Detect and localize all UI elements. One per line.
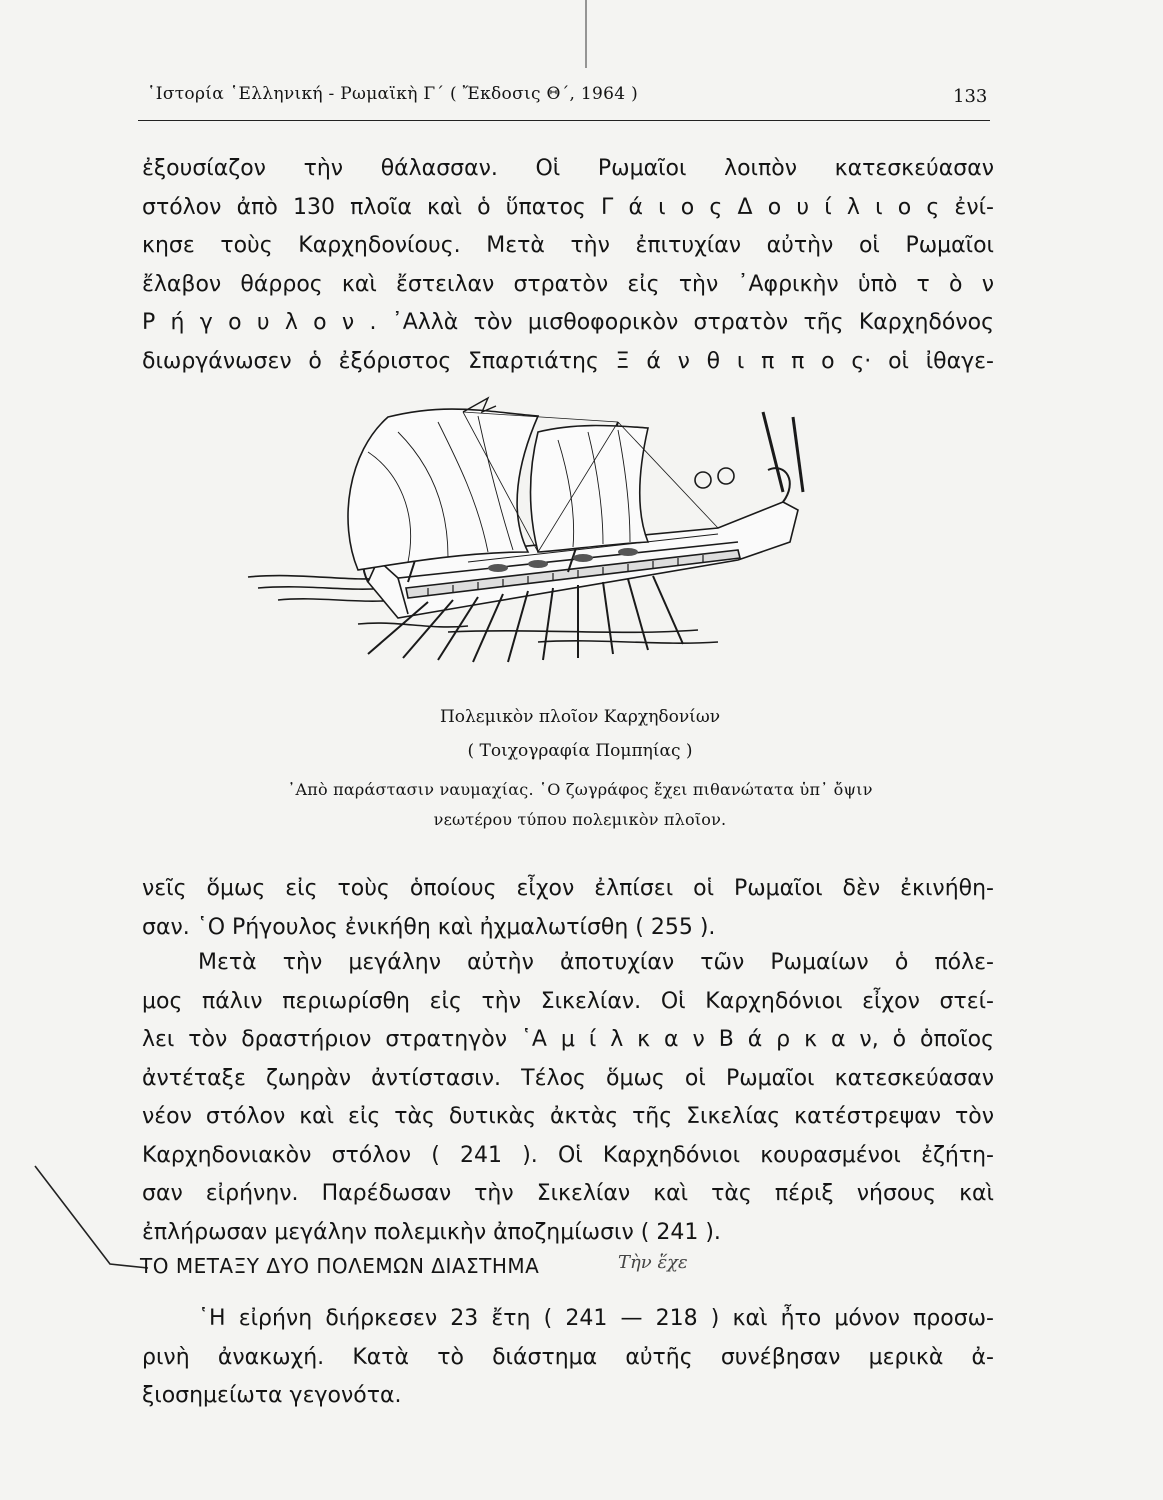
text-line: ἐξουσίαζον τὴν θάλασσαν. Οἱ Ρωμαῖοι λοιπὸν κατεσκεύασαν (142, 156, 994, 181)
figure-note-line-2: νεωτέρου τύπου πολεμικὸν πλοῖον. (433, 810, 727, 829)
text-line: ἐπλήρωσαν μεγάλην πολεμικὴν ἀποζημίωσιν ( 241 ). (142, 1219, 721, 1245)
text-line: Ρ ή γ ο υ λ ο ν . ᾿Αλλὰ τὸν μισθοφορικὸν στρατὸν τῆς Καρχηδόνος (142, 310, 994, 335)
figure-caption-title: Πολεμικὸν πλοῖον Καρχηδονίων (439, 707, 721, 727)
paragraph-2 (142, 870, 994, 947)
text-line: ξιοσημείωτα γεγονότα. (142, 1383, 402, 1408)
margin-pen-mark (30, 1164, 150, 1276)
text-line: μος πάλιν περιωρίσθη εἰς τὴν Σικελίαν. Οἱ Καρχηδόνιοι εἶχον στεί- (142, 988, 994, 1014)
paragraph-3 (142, 944, 994, 1252)
text-line: ῾Η εἰρήνη διήρκεσεν 23 ἔτη ( 241 — 218 ) καὶ ἦτο μόνον προσω- (198, 1306, 994, 1331)
paragraph-1 (142, 150, 994, 381)
figure-note-line-1: ᾿Απὸ παράστασιν ναυμαχίας. ῾Ο ζωγράφος ἔχει πιθανώτατα ὑπ᾿ ὄψιν (287, 780, 873, 799)
section-heading: ΤΟ ΜΕΤΑΞΥ ΔΥΟ ΠΟΛΕΜΩΝ ΔΙΑΣΤΗΜΑ (140, 1254, 540, 1278)
text-line: διωργάνωσεν ὁ ἐξόριστος Σπαρτιάτης Ξ ά ν θ ι π π ο ς· οἱ ἰθαγε- (142, 348, 994, 374)
paragraph-4 (142, 1300, 994, 1416)
text-line: σαν εἰρήνην. Παρέδωσαν τὴν Σικελίαν καὶ τὰς πέριξ νήσους καὶ (142, 1181, 994, 1206)
page-crease-mark (585, 0, 587, 68)
text-line: ἔλαβον θάρρος καὶ ἔστειλαν στρατὸν εἰς τὴν ᾿Αφρικὴν ὑπὸ τ ὸ ν (142, 271, 994, 297)
text-line: νεῖς ὅμως εἰς τοὺς ὁποίους εἶχον ἐλπίσει οἱ Ρωμαῖοι δὲν ἐκινήθη- (142, 876, 994, 901)
text-line: σαν. ῾Ο Ρήγουλος ἐνικήθη καὶ ἠχμαλωτίσθη ( 255 ). (142, 914, 716, 940)
text-line: λει τὸν δραστήριον στρατηγὸν ῾Α μ ί λ κ α ν Β ά ρ κ α ν, ὁ ὁποῖος (142, 1027, 994, 1052)
text-line: Καρχηδονιακὸν στόλον ( 241 ). Οἱ Καρχηδόνιοι κουρασμένοι ἐζήτη- (142, 1142, 994, 1168)
running-title: ῾Ιστορία ῾Ελληνική - Ρωμαϊκὴ Γ΄ ( Ἔκδοσις Θ΄, 1964 ) (147, 84, 639, 104)
warship-illustration (238, 392, 898, 692)
page-number: 133 (953, 86, 988, 107)
text-line: κησε τοὺς Καρχηδονίους. Μετὰ τὴν ἐπιτυχίαν αὐτὴν οἱ Ρωμαῖοι (142, 233, 994, 258)
text-line: νέον στόλον καὶ εἰς τὰς δυτικὰς ἀκτὰς τῆς Σικελίας κατέστρεψαν τὸν (142, 1104, 994, 1129)
text-line: ρινὴ ἀνακωχή. Κατὰ τὸ διάστημα αὐτῆς συνέβησαν μερικὰ ἀ- (142, 1344, 994, 1370)
text-line: Μετὰ τὴν μεγάλην αὐτὴν ἀποτυχίαν τῶν Ρωμαίων ὁ πόλε- (198, 950, 994, 975)
figure-caption-source: ( Τοιχογραφία Πομπηίας ) (467, 741, 693, 761)
handwritten-annotation: Τὴν ἕχε (618, 1252, 688, 1273)
text-line: ἀντέταξε ζωηρὰν ἀντίστασιν. Τέλος ὅμως οἱ Ρωμαῖοι κατεσκεύασαν (142, 1065, 994, 1091)
text-line: στόλον ἀπὸ 130 πλοῖα καὶ ὁ ὕπατος Γ ά ι ο ς Δ ο υ ί λ ι ο ς ἐνί- (142, 194, 994, 220)
header-rule (138, 120, 990, 121)
